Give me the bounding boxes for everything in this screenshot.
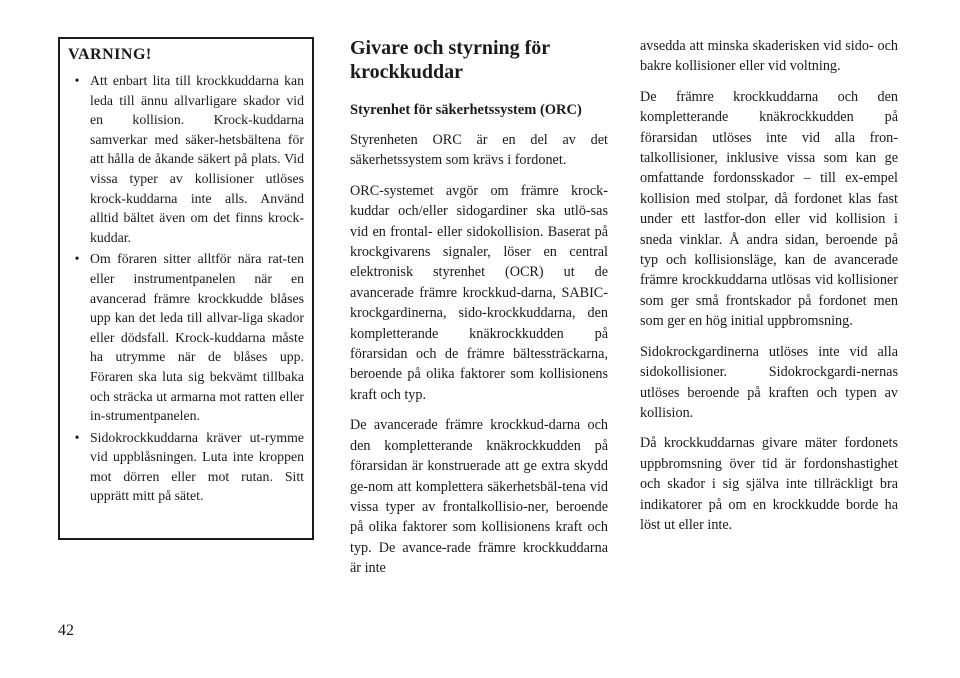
warning-item bbox=[68, 249, 304, 425]
paragraph: De främre krockkuddarna och den kompletterande knäkrockkudden på förarsidan utlöses inte vid alla fron-talkollisioner, inklusive vissa som kan ge omfattande fordonsskador – till ex-empel kollision med stolpar, då fordonet klas fast under ett lastfor-don eller vid kollision i sneda vinklar. Å andra sidan, beroende på typ och kollisionsläge, kan de avancerade främre krockkuddarna utlösas vid kollisioner som ger små frontskador på fordonet men som ger en hög initial uppbromsning. bbox=[640, 88, 898, 330]
paragraph: Då krockkuddarnas givare mäter fordonets uppbromsning över tid är fordonshastighet och skador i sig själva inte tillräckligt bra indikatorer på om en krockkudde borde ha löst ut eller inte. bbox=[640, 435, 898, 533]
warning-item-text: Sidokrockkuddarna kräver ut-rymme vid uppblåsningen. Luta inte kroppen mot dörren eller mot rutan. Sitt upprätt mitt på sätet. bbox=[90, 429, 304, 504]
warning-list bbox=[68, 71, 304, 506]
warning-title: VARNING! bbox=[68, 46, 152, 63]
bullet-icon: • bbox=[74, 251, 80, 267]
middle-column bbox=[350, 36, 608, 589]
paragraph: Sidokrockgardinerna utlöses inte vid alla sidokollisioner. Sidokrockgardi-nernas utlöses beroende på kraften och typen av kollision. bbox=[640, 343, 898, 421]
section-title: Givare och styrning för krockkuddar bbox=[350, 37, 550, 83]
paragraph: De avancerade främre krockkud-darna och den kompletterande knäkrockkudden på förarsidan är konstruerade att ge extra skydd ge-nom att komplettera säkerhetsbäl-tena vid vissa typer av frontalkollisio-ner, beroende på olika faktorer som kollisionens kraft och typ. De avance-rade främre krockkuddarna är inte bbox=[350, 417, 608, 577]
page-number: 42 bbox=[58, 622, 74, 639]
warning-item bbox=[68, 428, 304, 506]
warning-item bbox=[68, 71, 304, 247]
paragraph: ORC-systemet avgör om främre krock-kuddar och/eller sidogardiner ska utlö-sas vid en frontal- eller sidokollision. Baserat på krockgivarens signaler, löser en central elektronisk styrenhet (OCR) ut de avancerade främre krockkud-darna, SABIC-krockgardinerna, sido-krockkuddarna, den kompletterande knäkrockkudden på förarsidan och de främre bältessträckarna, beroende på olika faktorer som kollisionens kraft och typ. bbox=[350, 182, 608, 403]
paragraph: avsedda att minska skaderisken vid sido- och bakre kollisioner eller vid voltning. bbox=[640, 38, 898, 75]
warning-item-text: Om föraren sitter alltför nära rat-ten eller instrumentpanelen när en avancerad främre krockkudde blåses upp kan det leda till allvar-liga skador eller dödsfall. Krock-kuddarna måste ha utrymme när de blåses upp. Föraren ska luta sig bekvämt tillbaka och sträcka ut armarna mot ratten eller in-strumentpanelen. bbox=[90, 251, 304, 424]
bullet-icon: • bbox=[74, 73, 80, 88]
bullet-icon: • bbox=[74, 429, 80, 445]
paragraph: Styrenheten ORC är en del av det säkerhetssystem som krävs i fordonet. bbox=[350, 132, 608, 169]
warning-item-text: Att enbart lita till krockkuddarna kan leda till ännu allvarligare skador vid en kollision. Krock-kuddarna samverkar med säker-hetsbältena för att hålla de åkande säkert på plats. Vid vissa typer av kollisioner utlöses krock-kuddarna inte alls. Använd alltid bältet även om det finns krock-kuddar. bbox=[90, 73, 304, 245]
warning-box bbox=[58, 37, 314, 540]
right-column bbox=[640, 36, 898, 545]
subsection-title: Styrenhet för säkerhetssystem (ORC) bbox=[350, 102, 582, 118]
